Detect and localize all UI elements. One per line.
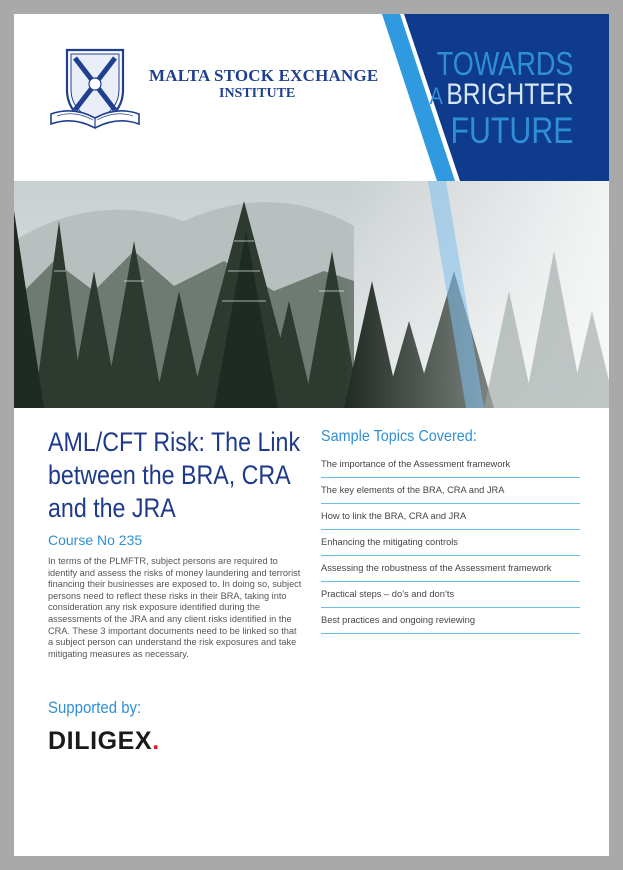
diligex-wordmark: DILIGEX (48, 727, 153, 755)
topic-item: Enhancing the mitigating controls (321, 530, 580, 556)
topic-item: How to link the BRA, CRA and JRA (321, 504, 580, 530)
forest-photo (14, 181, 609, 408)
tagline-line1: TOWARDS (436, 45, 573, 82)
topic-item: Best practices and ongoing reviewing (321, 608, 580, 634)
institute-name-line2: INSTITUTE (219, 86, 296, 101)
topic-item: The key elements of the BRA, CRA and JRA (321, 478, 580, 504)
tagline (398, 45, 573, 151)
tagline-brighter: BRIGHTER (445, 78, 573, 111)
supported-by-label: Supported by: (48, 698, 142, 717)
topic-item: Practical steps – do’s and don’ts (321, 582, 580, 608)
course-description: In terms of the PLMFTR, subject persons are required to identify and assess the risks of money laundering and terrorist financing their businesses are exposed to. In doing so, subject persons need to reflect these risks in their BRA, taking into consideration any risk exposure identified during the assessments of the JRA and any client risks identified in the CRA. These 3 important documents need to be linked so that a subject person can understand the risk exposures and take mitigating measures as necessary. (48, 556, 302, 659)
brochure-page (14, 14, 609, 856)
msei-crest-icon (47, 44, 143, 134)
topics-list (321, 452, 580, 634)
topics-heading: Sample Topics Covered: (321, 428, 477, 445)
diligex-red-dot: . (152, 727, 160, 755)
tagline-a: A (429, 83, 443, 110)
topic-item: Assessing the robustness of the Assessment framework (321, 556, 580, 582)
topic-item: The importance of the Assessment framework (321, 452, 580, 478)
diligex-logo (48, 727, 160, 756)
tagline-line3: FUTURE (449, 110, 573, 151)
institute-name-line1: MALTA STOCK EXCHANGE (149, 66, 379, 85)
course-number: Course No 235 (48, 532, 143, 548)
course-title: AML/CFT Risk: The Link between the BRA, CRA and the JRA (48, 427, 301, 523)
